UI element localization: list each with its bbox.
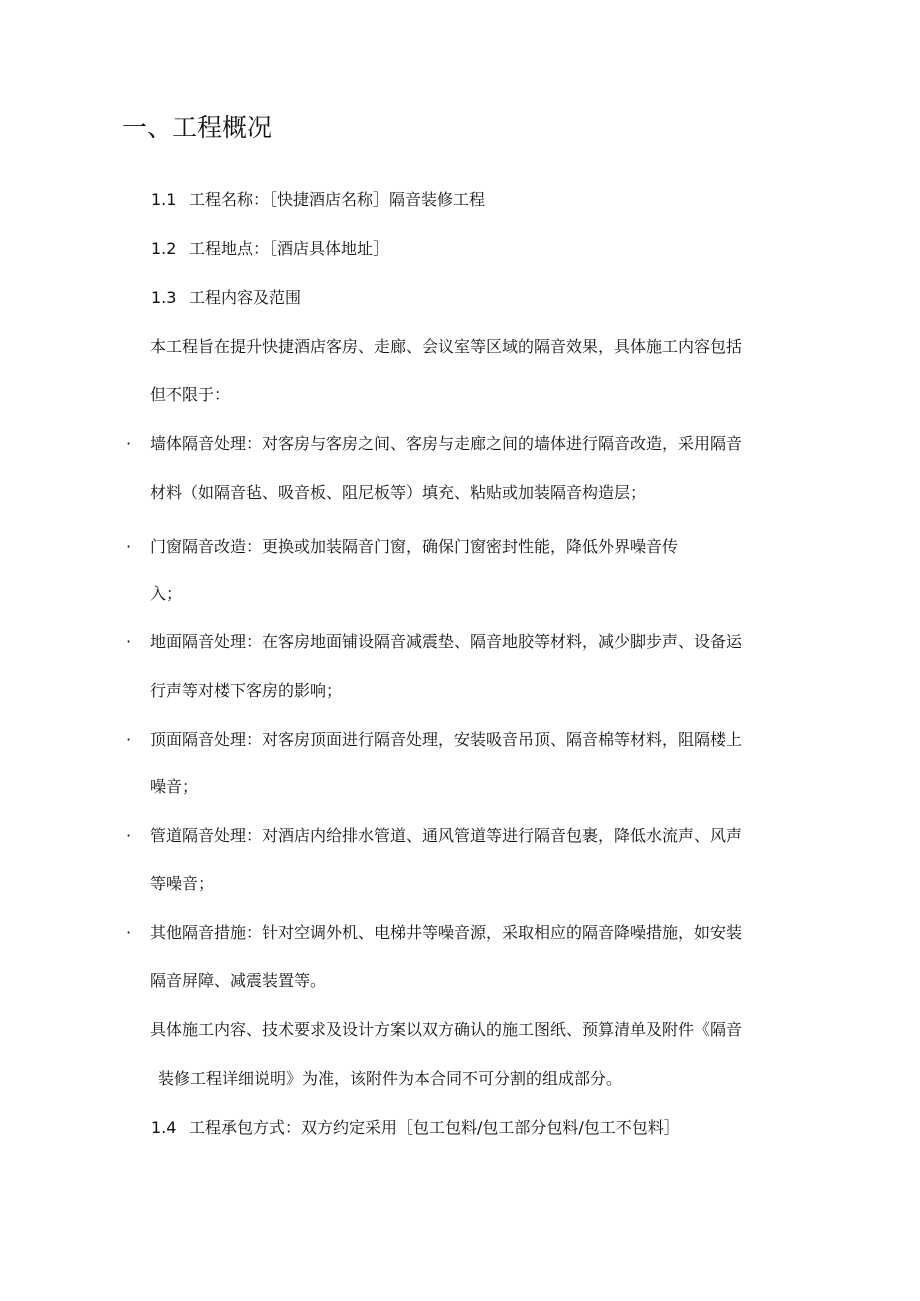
bullet-other-line-1: 其他隔音措施：针对空调外机、电梯井等噪音源，采取相应的隔音降噪措施，如安装 [150,923,743,942]
bullet-floor-line-1: 地面隔音处理：在客房地面铺设隔音减震垫、隔音地胶等材料，减少脚步声、设备运 [150,632,743,651]
bullet-pipe-line-1: 管道隔音处理：对酒店内给排水管道、通风管道等进行隔音包裹，降低水流声、风声 [150,826,743,845]
bullet-door-window-line-1: 门窗隔音改造：更换或加装隔音门窗，确保门窗密封性能，降低外界噪音传 [150,537,679,556]
bullet-door-window-line-2: 入； [150,584,183,603]
bullet-marker: · [126,923,132,942]
bullet-marker: · [126,826,132,845]
item-text: 工程地点：［酒店具体地址］ [189,239,390,258]
closing-line-1: 具体施工内容、技术要求及设计方案以双方确认的施工图纸、预算清单及附件《隔音 [150,1020,743,1039]
item-number: 1.4 [151,1118,177,1137]
bullet-marker: · [126,730,132,749]
intro-line-2: 但不限于： [150,385,231,404]
item-number: 1.1 [151,190,177,209]
item-1-1 [151,188,485,212]
item-1-4 [151,1116,680,1140]
bullet-wall-line-1: 墙体隔音处理：对客房与客房之间、客房与走廊之间的墙体进行隔音改造，采用隔音 [150,434,743,453]
item-text: 工程内容及范围 [189,288,302,307]
bullet-ceiling-line-2: 噪音； [150,777,199,796]
item-text: 工程名称：［快捷酒店名称］隔音装修工程 [189,190,486,209]
item-1-2 [151,237,389,261]
bullet-marker: · [126,434,132,453]
bullet-other-line-2: 隔音屏障、减震装置等。 [150,971,327,990]
section-title: 一、工程概况 [122,113,273,142]
item-1-3 [151,286,301,310]
bullet-floor-line-2: 行声等对楼下客房的影响； [150,681,343,700]
bullet-ceiling-line-1: 顶面隔音处理：对客房顶面进行隔音处理，安装吸音吊顶、隔音棉等材料，阻隔楼上 [150,730,743,749]
bullet-pipe-line-2: 等噪音； [150,874,215,893]
item-text: 工程承包方式：双方约定采用［包工包料/包工部分包料/包工不包料］ [189,1118,680,1137]
bullet-marker: · [126,537,132,556]
closing-line-2: 装修工程详细说明》为准，该附件为本合同不可分割的组成部分。 [158,1069,623,1088]
intro-line-1: 本工程旨在提升快捷酒店客房、走廊、会议室等区域的隔音效果，具体施工内容包括 [150,337,743,356]
bullet-marker: · [126,632,132,651]
bullet-wall-line-2: 材料（如隔音毡、吸音板、阻尼板等）填充、粘贴或加装隔音构造层； [150,483,647,502]
item-number: 1.3 [151,288,177,307]
item-number: 1.2 [151,239,177,258]
